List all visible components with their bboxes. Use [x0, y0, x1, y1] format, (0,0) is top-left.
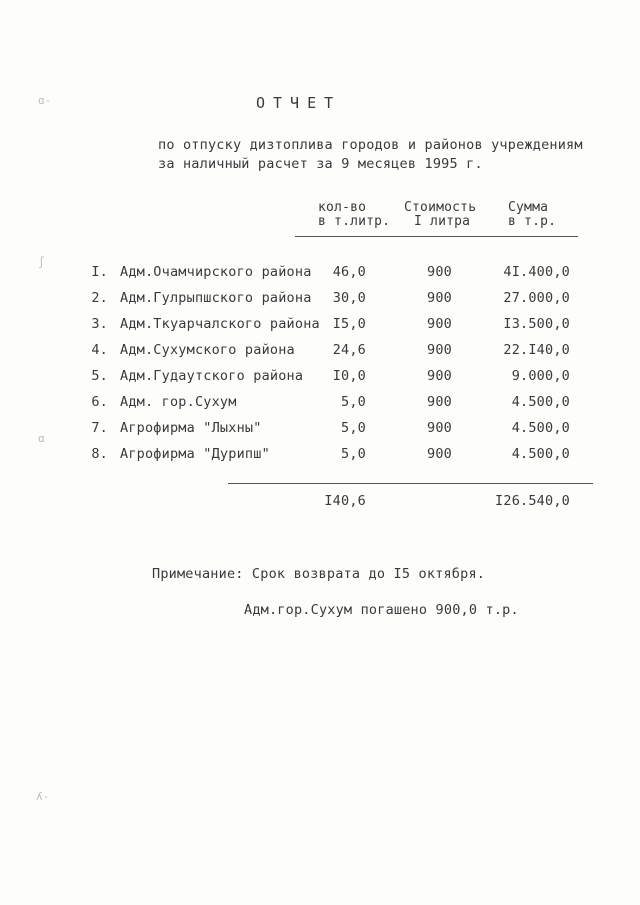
header-sum-line1: Сумма — [508, 200, 549, 215]
row-price: 900 — [427, 394, 452, 410]
table-row — [0, 342, 640, 362]
row-num: 4. — [91, 342, 108, 358]
row-name: Адм.Сухумского района — [120, 342, 295, 358]
row-qty: 5,0 — [341, 420, 366, 436]
total-sum: I26.540,0 — [495, 493, 570, 509]
row-price: 900 — [427, 290, 452, 306]
table-row — [0, 264, 640, 284]
header-qty-line2: в т.литр. — [318, 214, 391, 229]
header-divider — [295, 236, 578, 237]
row-num: 8. — [91, 446, 108, 462]
row-qty: 5,0 — [341, 394, 366, 410]
row-price: 900 — [427, 264, 452, 280]
row-qty: 30,0 — [332, 290, 366, 306]
margin-mark: ∫ — [38, 256, 45, 269]
row-name: Адм.Ткуарчалского района — [120, 316, 320, 332]
row-price: 900 — [427, 342, 452, 358]
row-sum: 22.I40,0 — [503, 342, 570, 358]
row-price: 900 — [427, 316, 452, 332]
row-num: 5. — [91, 368, 108, 384]
row-sum: 4.500,0 — [511, 420, 570, 436]
row-name: Адм. гор.Сухум — [120, 394, 237, 410]
row-num: I. — [91, 264, 108, 280]
row-num: 2. — [91, 290, 108, 306]
header-qty-line1: кол-во — [318, 200, 367, 215]
table-row — [0, 316, 640, 336]
row-price: 900 — [427, 420, 452, 436]
row-name: Адм.Гулрыпшского района — [120, 290, 312, 306]
row-name: Адм.Гудаутского района — [120, 368, 304, 384]
row-sum: 4I.400,0 — [503, 264, 570, 280]
table-row — [0, 290, 640, 310]
margin-mark: ɑ- — [38, 94, 52, 107]
total-qty: I40,6 — [324, 493, 366, 509]
row-price: 900 — [427, 446, 452, 462]
margin-mark: ɑ — [38, 432, 45, 445]
row-qty: I5,0 — [332, 316, 366, 332]
paid-text: Адм.гор.Сухум погашено 900,0 т.р. — [244, 602, 519, 618]
row-sum: 9.000,0 — [511, 368, 570, 384]
row-qty: 5,0 — [341, 446, 366, 462]
margin-mark: ʎ- — [36, 790, 50, 803]
table-row — [0, 394, 640, 414]
row-price: 900 — [427, 368, 452, 384]
table-row — [0, 446, 640, 466]
row-name: Адм.Очамчирского района — [120, 264, 312, 280]
report-subtitle-line2: за наличный расчет за 9 месяцев 1995 г. — [158, 156, 483, 172]
row-sum: 4.500,0 — [511, 394, 570, 410]
total-divider — [228, 483, 593, 484]
report-title: ОТЧЕТ — [256, 94, 342, 112]
row-qty: 46,0 — [332, 264, 366, 280]
row-sum: 4.500,0 — [511, 446, 570, 462]
table-row — [0, 368, 640, 388]
note-text: Примечание: Срок возврата до I5 октября. — [152, 566, 486, 582]
header-price-line1: Стоимость — [404, 200, 477, 215]
row-sum: 27.000,0 — [503, 290, 570, 306]
table-row — [0, 420, 640, 440]
row-num: 3. — [91, 316, 108, 332]
row-qty: I0,0 — [332, 368, 366, 384]
row-name: Агрофирма "Дурипш" — [120, 446, 270, 462]
report-subtitle-line1: по отпуску дизтоплива городов и районов учреждениям — [158, 137, 583, 153]
row-num: 6. — [91, 394, 108, 410]
row-num: 7. — [91, 420, 108, 436]
header-price-line2: I литра — [414, 214, 471, 229]
row-qty: 24,6 — [332, 342, 366, 358]
header-sum-line2: в т.р. — [508, 214, 557, 229]
row-sum: I3.500,0 — [503, 316, 570, 332]
row-name: Агрофирма "Лыхны" — [120, 420, 262, 436]
